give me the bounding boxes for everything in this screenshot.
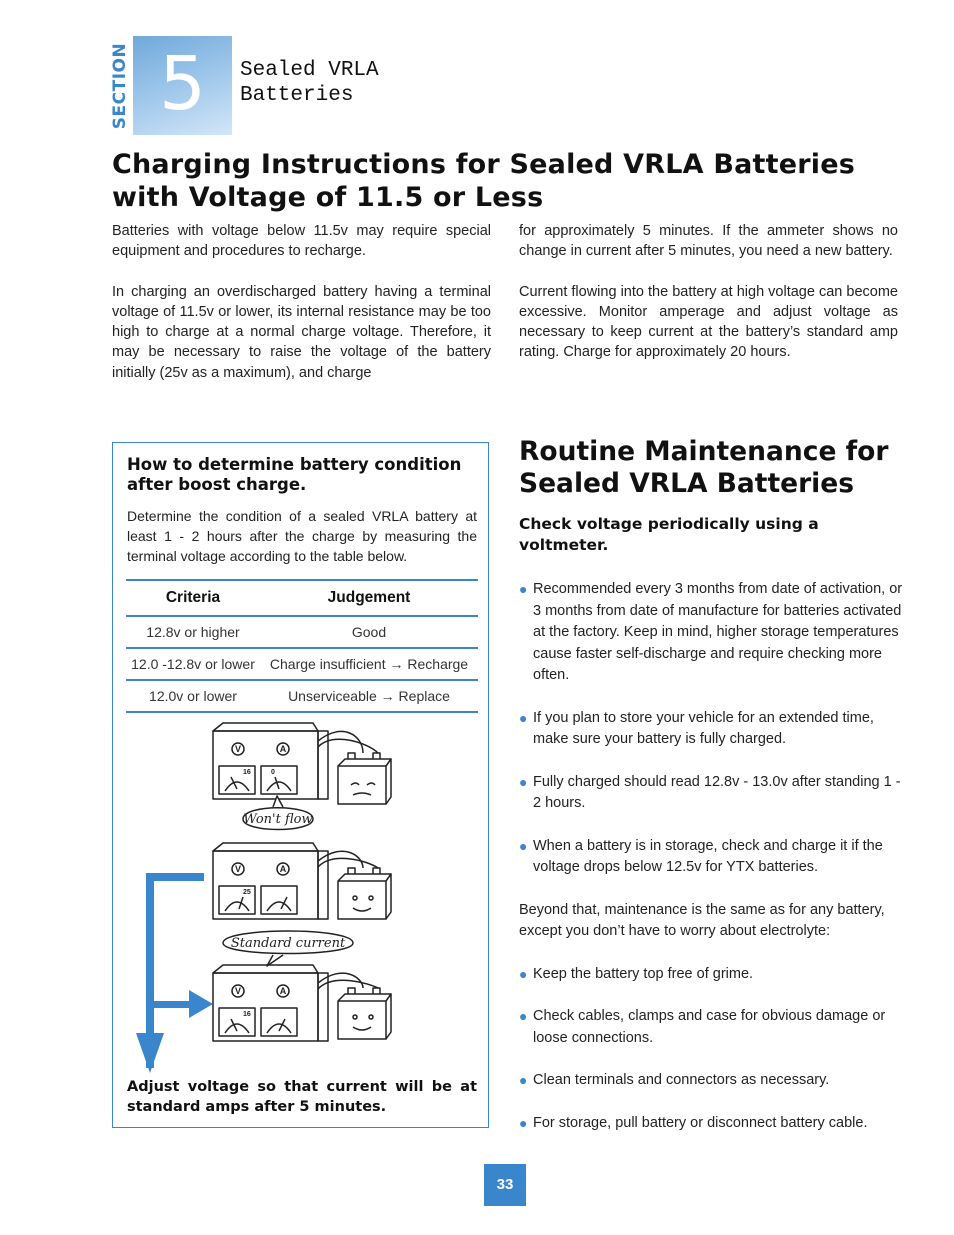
list-item: ● When a battery is in storage, check and charge it if the voltage drops below 12.5v for YTX batteries. [519,837,883,875]
table-cell: Unserviceable → Replace [260,680,478,712]
column-header-judgement: Judgement [260,580,478,616]
criteria-table [126,579,478,713]
wont-flow-label: Won't flow [243,812,313,827]
bullet-icon: ● [519,965,528,982]
section-number-box [133,36,232,135]
bullet-icon: ● [519,1072,528,1088]
intro-column-left [112,221,491,403]
meter-reading: 0 [271,769,275,776]
list-item: ● Fully charged should read 12.8v - 13.0v after standing 1 - 2 hours. [519,773,901,811]
battery-condition-panel [112,442,489,1128]
charger-unit-bottom [213,965,328,1041]
arrow-right-icon [189,990,213,1018]
paragraph: Batteries with voltage below 11.5v may require special equipment and procedures to recharge. [112,223,491,260]
page-number-badge [484,1164,526,1206]
list-item: ● For storage, pull battery or disconnect battery cable. [519,1113,903,1135]
intro-column-right [519,221,898,383]
table-row [126,680,478,712]
charger-unit-top [213,723,328,799]
meter-a-label: A [279,864,287,874]
maintenance-subheading: Check voltage periodically using a voltmeter. [519,515,819,554]
page-number: 33 [496,1176,514,1193]
table-header-row [126,580,478,616]
panel-footer-note: Adjust voltage so that current will be at standard amps after 5 minutes. [127,1079,477,1115]
bullet-icon: ● [519,837,528,854]
bullet-icon: ● [519,581,528,597]
charger-unit-middle [213,843,328,919]
meter-v-label: V [234,986,242,996]
standard-current-label: Standard current [230,936,346,951]
charger-illustration [113,711,488,1083]
list-item: ● Recommended every 3 months from date of activation, or 3 months from date of manufacture for batteries activated at the factory. Keep in mind, higher storage temperatures cause faster self-discharge and require checking more often. [519,581,903,683]
section-number: 5 [159,41,207,127]
table-cell: 12.0 -12.8v or lower [126,648,260,680]
page-title: Charging Instructions for Sealed VRLA Batteries with Voltage of 11.5 or Less [112,149,856,213]
meter-v-label: V [234,744,242,754]
meter-v-label: V [234,864,242,874]
cable [318,739,378,753]
battery-middle [338,868,391,919]
list-item: ● If you plan to store your vehicle for an extended time, make sure your battery is fully charged. [519,709,874,747]
bullet-icon: ● [519,1008,528,1024]
battery-top [338,753,391,804]
paragraph: In charging an overdischarged battery having a terminal voltage of 11.5v or lower, its internal resistance may be too high to charge at a normal charge voltage. Therefore, it may be necessary to raise the voltage of the battery initially (25v as a maximum), and charge [112,283,491,381]
meter-reading: 16 [243,1011,251,1018]
panel-intro: Determine the condition of a sealed VRLA battery at least 1 - 2 hours after the charge by measuring the terminal voltage according to the table below. [127,508,477,564]
panel-heading: How to determine battery condition after boost charge. [127,455,462,494]
bullet-icon: ● [519,1114,528,1131]
list-item: ● Keep the battery top free of grime. [519,964,903,986]
meter-a-label: A [279,744,287,754]
meter-reading: 25 [243,889,251,896]
flow-arrows [136,873,213,1073]
paragraph: Current flowing into the battery at high voltage can become excessive. Monitor amperage and adjust voltage as necessary to keep current at the battery’s standard amp rating. Charge for approximately 20 hours. [519,283,898,361]
battery-bottom [338,988,391,1039]
paragraph: Beyond that, maintenance is the same as for any battery, except you don’t have to worry about electrolyte: [519,901,885,939]
table-cell: 12.8v or higher [126,616,260,648]
list-item: ● Check cables, clamps and case for obvious damage or loose connections. [519,1008,886,1046]
column-header-criteria: Criteria [126,580,260,616]
meter-reading: 16 [243,769,251,776]
section-label: SECTION [110,42,130,130]
maintenance-heading: Routine Maintenance for Sealed VRLA Batteries [519,436,889,499]
bullet-icon: ● [519,773,528,790]
table-row [126,648,478,680]
arrow-down-icon [136,1033,164,1073]
table-cell: 12.0v or lower [126,680,260,712]
table-cell: Good [260,616,478,648]
paragraph: for approximately 5 minutes. If the ammeter shows no change in current after 5 minutes, you need a new battery. [519,223,898,260]
table-row [126,616,478,648]
bullet-icon: ● [519,709,528,726]
list-item: ● Clean terminals and connectors as necessary. [519,1070,903,1092]
section-title: Sealed VRLA Batteries [240,59,379,107]
table-cell: Charge insufficient → Recharge [260,648,478,680]
maintenance-list [519,579,903,1155]
meter-a-label: A [279,986,287,996]
